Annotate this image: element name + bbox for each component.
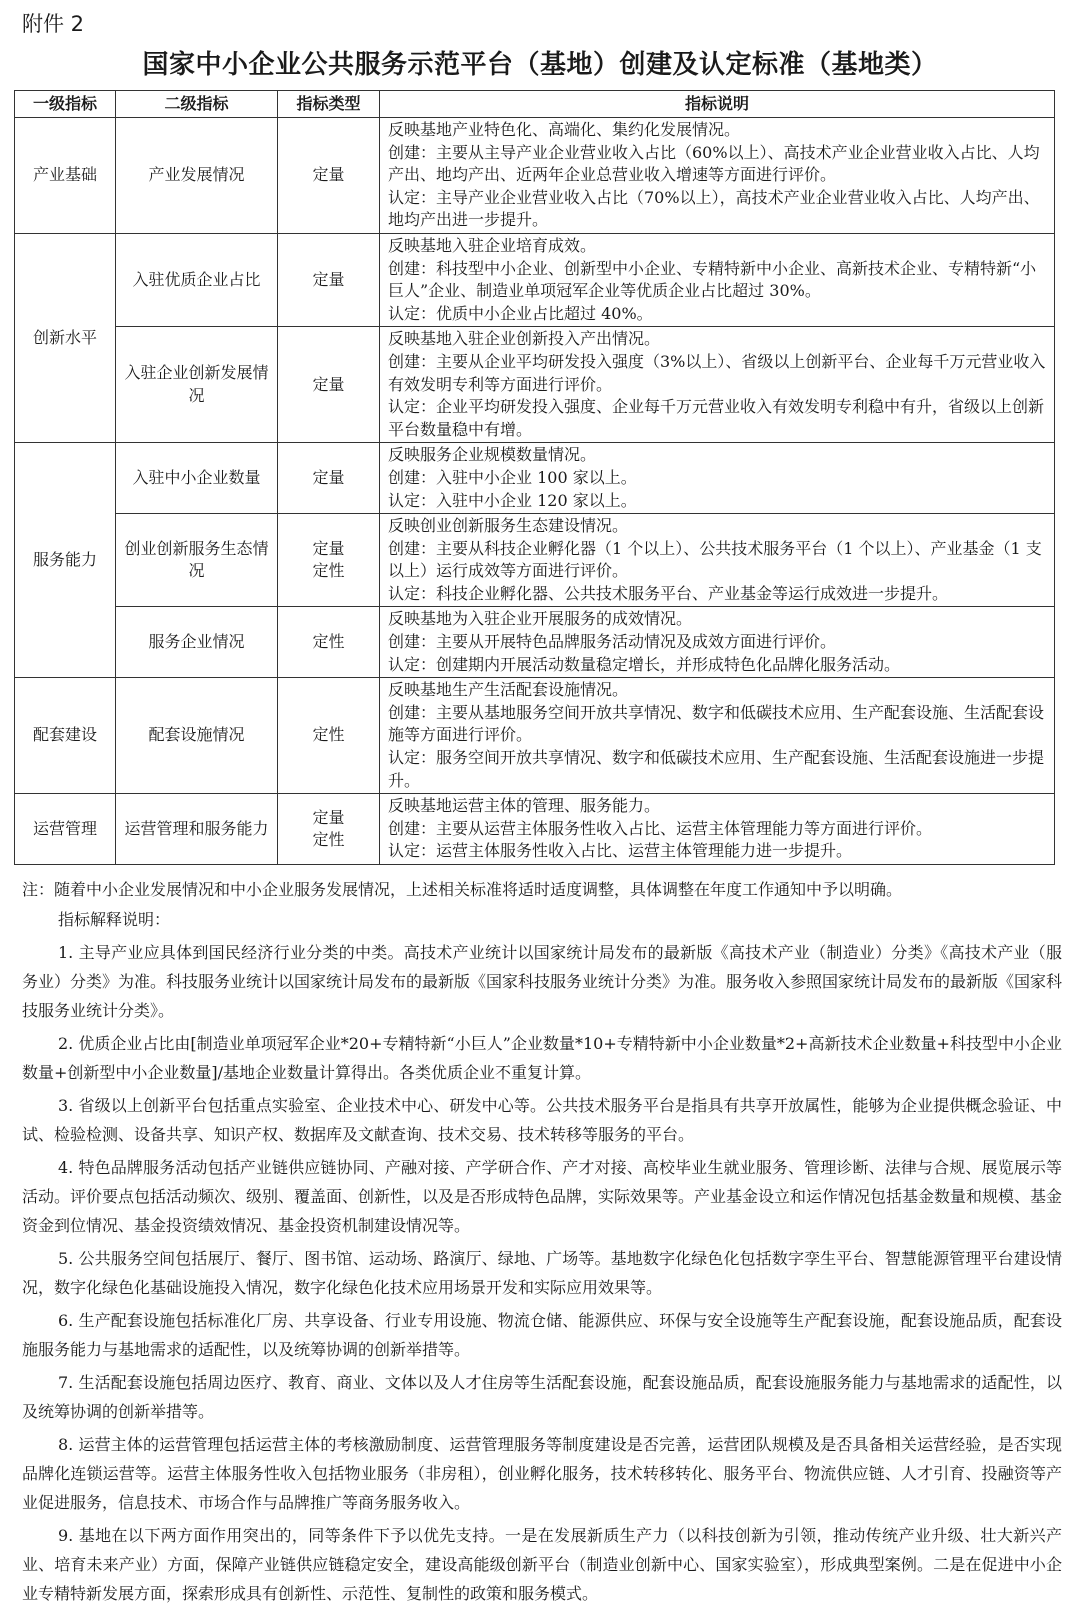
description-line: 反映服务企业规模数量情况。 [388, 445, 597, 465]
description-cell [380, 514, 1055, 607]
note-item: 7. 生活配套设施包括周边医疗、教育、商业、文体以及人才住房等生活配套设施，配套设施品质，配套设施服务能力与基地需求的适配性，以及统筹协调的创新举措等。 [22, 1373, 1062, 1421]
level2-cell: 入驻中小企业数量 [116, 443, 278, 514]
description-line: 创建：主要从科技企业孵化器（1 个以上）、公共技术服务平台（1 个以上）、产业基金（1 支以上）运行成效等方面进行评价。 [388, 538, 1042, 581]
type-cell: 定量 定性 [278, 794, 380, 865]
description-line: 认定：企业平均研发投入强度、企业每千万元营业收入有效发明专利稳中有升，省级以上创新平台数量稳中有增。 [388, 397, 1045, 439]
description-line: 认定：运营主体服务性收入占比、运营主体管理能力进一步提升。 [388, 841, 853, 861]
type-cell: 定量 定性 [278, 514, 380, 607]
description-line: 创建：主要从主导产业企业营业收入占比（60%以上）、高技术产业企业营业收入占比、人均产出、地均产出、近两年企业总营业收入增速等方面进行评价。 [388, 142, 1040, 185]
note-item: 2. 优质企业占比由[制造业单项冠军企业*20+专精特新“小巨人”企业数量*10+专精特新中小企业数量*2+高新技术企业数量+科技型中小企业数量+创新型中小企业数量]/基地企业数量计算得出。各类优质企业不重复计算。 [22, 1034, 1062, 1082]
type-cell: 定量 [278, 118, 380, 234]
document-title: 国家中小企业公共服务示范平台（基地）创建及认定标准（基地类） [142, 50, 938, 80]
description-line: 认定：入驻中小企业 120 家以上。 [388, 490, 637, 510]
description-line: 认定：服务空间开放共享情况、数字和低碳技术应用、生产配套设施、生活配套设施进一步提升。 [388, 748, 1045, 790]
type-cell: 定性 [278, 607, 380, 678]
level2-cell: 服务企业情况 [116, 607, 278, 678]
notes-section [22, 878, 1062, 1612]
description-line: 反映基地入驻企业培育成效。 [388, 235, 597, 255]
note-item: 8. 运营主体的运营管理包括运营主体的考核激励制度、运营管理服务等制度建设是否完善，运营团队规模及是否具备相关运营经验，是否实现品牌化连锁运营等。运营主体服务性收入包括物业服务（非房租），创业孵化服务，技术转移转化、服务平台、物流供应链、人才引育、投融资等产业促进服务，信息技术、市场合作与品牌推广等商务服务收入。 [22, 1435, 1062, 1512]
attachment-label: 附件 2 [22, 12, 85, 36]
description-line: 认定：优质中小企业占比超过 40%。 [388, 303, 653, 323]
note-item: 4. 特色品牌服务活动包括产业链供应链协同、产融对接、产学研合作、产才对接、高校毕业生就业服务、管理诊断、法律与合规、展览展示等活动。评价要点包括活动频次、级别、覆盖面、创新性，以及是否形成特色品牌，实际效果等。产业基金设立和运作情况包括基金数量和规模、基金资金到位情况、基金投资绩效情况、基金投资机制建设情况等。 [22, 1158, 1063, 1235]
header-level1: 一级指标 [15, 91, 116, 118]
table-header-row [15, 91, 1055, 118]
table-row [15, 443, 1055, 514]
table-row [15, 118, 1055, 234]
note-item: 3. 省级以上创新平台包括重点实验室、企业技术中心、研发中心等。公共技术服务平台是指具有共享开放属性，能够为企业提供概念验证、中试、检验检测、设备共享、知识产权、数据库及文献查询、技术交易、技术转移等服务的平台。 [22, 1096, 1062, 1144]
table-row [15, 607, 1055, 678]
description-line: 创建：科技型中小企业、创新型中小企业、专精特新中小企业、高新技术企业、专精特新“小巨人”企业、制造业单项冠军企业等优质企业占比超过 30%。 [388, 258, 1037, 301]
table-row [15, 678, 1055, 794]
level2-cell: 配套设施情况 [116, 678, 278, 794]
header-description: 指标说明 [380, 91, 1055, 118]
standards-table [14, 90, 1055, 865]
note-heading: 指标解释说明： [58, 910, 171, 929]
note-items-list [22, 938, 1062, 1608]
description-line: 反映基地产业特色化、高端化、集约化发展情况。 [388, 120, 741, 139]
note-item: 1. 主导产业应具体到国民经济行业分类的中类。高技术产业统计以国家统计局发布的最新版《高技术产业（制造业）分类》《高技术产业（服务业）分类》为准。科技服务业统计以国家统计局发布的最新版《国家科技服务业统计分类》为准。服务收入参照国家统计局发布的最新版《国家科技服务业统计分类》。 [22, 943, 1063, 1020]
level1-cell: 产业基础 [15, 118, 116, 234]
level1-cell: 运营管理 [15, 794, 116, 865]
type-cell: 定性 [278, 678, 380, 794]
level2-cell: 产业发展情况 [116, 118, 278, 234]
description-line: 认定：科技企业孵化器、公共技术服务平台、产业基金等运行成效进一步提升。 [388, 583, 949, 603]
level1-cell: 配套建设 [15, 678, 116, 794]
header-level2: 二级指标 [116, 91, 278, 118]
description-cell [380, 327, 1055, 443]
description-line: 反映创业创新服务生态建设情况。 [388, 516, 629, 536]
table-row [15, 514, 1055, 607]
level1-cell: 创新水平 [15, 233, 116, 442]
table-row [15, 327, 1055, 443]
type-cell: 定量 [278, 443, 380, 514]
description-line: 创建：入驻中小企业 100 家以上。 [388, 467, 637, 487]
description-cell [380, 443, 1055, 514]
description-line: 反映基地运营主体的管理、服务能力。 [388, 796, 661, 816]
type-cell: 定量 [278, 233, 380, 326]
level1-cell: 服务能力 [15, 443, 116, 678]
type-cell: 定量 [278, 327, 380, 443]
description-cell [380, 794, 1055, 865]
header-type: 指标类型 [278, 91, 380, 118]
level2-cell: 运营管理和服务能力 [116, 794, 278, 865]
description-line: 反映基地为入驻企业开展服务的成效情况。 [388, 609, 693, 629]
description-line: 认定：创建期内开展活动数量稳定增长，并形成特色化品牌化服务活动。 [388, 654, 901, 674]
note-item: 9. 基地在以下两方面作用突出的，同等条件下予以优先支持。一是在发展新质生产力（以科技创新为引领，推动传统产业升级、壮大新兴产业、培育未来产业）方面，保障产业链供应链稳定安全，建设高能级创新平台（制造业创新中心、国家实验室），形成典型案例。二是在促进中小企业专精特新发展方面，探索形成具有创新性、示范性、复制性的政策和服务模式。 [22, 1526, 1062, 1603]
description-cell [380, 678, 1055, 794]
description-line: 创建：主要从基地服务空间开放共享情况、数字和低碳技术应用、生产配套设施、生活配套设施等方面进行评价。 [388, 702, 1045, 745]
description-line: 反映基地入驻企业创新投入产出情况。 [388, 329, 661, 349]
description-line: 认定：主导产业企业营业收入占比（70%以上），高技术产业企业营业收入占比、人均产出、地均产出进一步提升。 [388, 187, 1040, 230]
table-row [15, 794, 1055, 865]
note-main: 注：随着中小企业发展情况和中小企业服务发展情况，上述相关标准将适时适度调整，具体调整在年度工作通知中予以明确。 [22, 880, 903, 899]
note-item: 5. 公共服务空间包括展厅、餐厅、图书馆、运动场、路演厅、绿地、广场等。基地数字化绿色化包括数字孪生平台、智慧能源管理平台建设情况，数字化绿色化基础设施投入情况，数字化绿色化技术应用场景开发和实际应用效果等。 [22, 1249, 1062, 1297]
level2-cell: 创业创新服务生态情况 [116, 514, 278, 607]
description-line: 反映基地生产生活配套设施情况。 [388, 680, 629, 700]
description-line: 创建：主要从运营主体服务性收入占比、运营主体管理能力等方面进行评价。 [388, 818, 933, 838]
note-item: 6. 生产配套设施包括标准化厂房、共享设备、行业专用设施、物流仓储、能源供应、环保与安全设施等生产配套设施，配套设施品质，配套设施服务能力与基地需求的适配性，以及统筹协调的创新举措等。 [22, 1311, 1062, 1359]
level2-cell: 入驻企业创新发展情况 [116, 327, 278, 443]
description-line: 创建：主要从开展特色品牌服务活动情况及成效方面进行评价。 [388, 632, 837, 652]
description-cell [380, 607, 1055, 678]
description-cell [380, 118, 1055, 234]
table-row [15, 233, 1055, 326]
description-cell [380, 233, 1055, 326]
description-line: 创建：主要从企业平均研发投入强度（3%以上）、省级以上创新平台、企业每千万元营业收入有效发明专利等方面进行评价。 [388, 351, 1046, 394]
level2-cell: 入驻优质企业占比 [116, 233, 278, 326]
